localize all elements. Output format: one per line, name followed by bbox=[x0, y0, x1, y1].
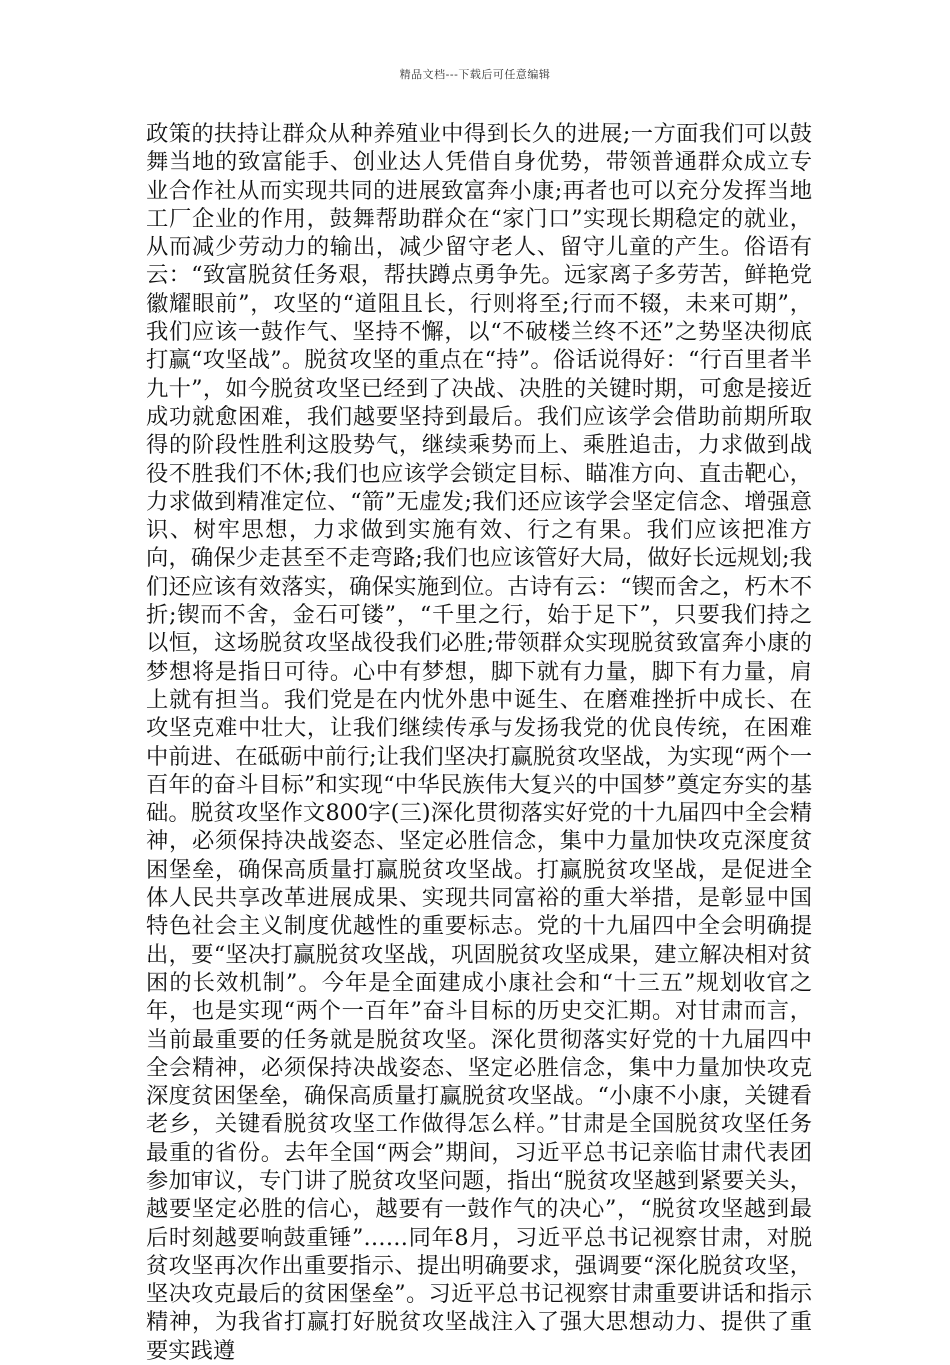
page-header: 精品文档---下载后可任意编辑 bbox=[399, 68, 551, 81]
body-paragraph: 政策的扶持让群众从种养殖业中得到长久的进展;一方面我们可以鼓舞当地的致富能手、创业达人凭借自身优势，带领普通群众成立专业合作社从而实现共同的进展致富奔小康;再者也可以充分发挥当地工厂企业的作用，鼓舞帮助群众在“家门口”实现长期稳定的就业，从而减少劳动力的输出，减少留守老人、留守儿童的产生。俗语有云：“致富脱贫任务艰，帮扶蹲点勇争先。远家离子多劳苦，鲜艳党徽耀眼前”，攻坚的“道阻且长，行则将至;行而不辍，未来可期”，我们应该一鼓作气、坚持不懈，以“不破楼兰终不还”之势坚决彻底打赢“攻坚战”。脱贫攻坚的重点在“持”。俗话说得好：“行百里者半九十”，如今脱贫攻坚已经到了决战、决胜的关键时期，可愈是接近成功就愈困难，我们越要坚持到最后。我们应该学会借助前期所取得的阶段性胜利这股势气，继续乘势而上、乘胜追击，力求做到战役不胜我们不休;我们也应该学会锁定目标、瞄准方向、直击靶心，力求做到精准定位、“箭”无虚发;我们还应该学会坚定信念、增强意识、树牢思想，力求做到实施有效、行之有果。我们应该把准方向，确保少走甚至不走弯路;我们也应该管好大局，做好长远规划;我们还应该有效落实，确保实施到位。古诗有云：“锲而舍之，朽木不折;锲而不舍，金石可镂”，“千里之行，始于足下”，只要我们持之以恒，这场脱贫攻坚战役我们必胜;带领群众实现脱贫致富奔小康的梦想将是指日可待。心中有梦想，脚下就有力量，脚下有力量，肩上就有担当。我们党是在内忧外患中诞生、在磨难挫折中成长、在攻坚克难中壮大，让我们继续传承与发扬我党的优良传统，在困难中前进、在砥砺中前行;让我们坚决打赢脱贫攻坚战，为实现“两个一百年的奋斗目标”和实现“中华民族伟大复兴的中国梦”奠定夯实的基础。脱贫攻坚作文800字(三)深化贯彻落实好党的十九届四中全会精神，必须保持决战姿态、坚定必胜信念，集中力量加快攻克深度贫困堡垒，确保高质量打赢脱贫攻坚战。打赢脱贫攻坚战，是促进全体人民共享改革进展成果、实现共同富裕的重大举措，是彰显中国特色社会主义制度优越性的重要标志。党的十九届四中全会明确提出，要“坚决打赢脱贫攻坚战，巩固脱贫攻坚成果，建立解决相对贫困的长效机制”。今年是全面建成小康社会和“十三五”规划收官之年，也是实现“两个一百年”奋斗目标的历史交汇期。对甘肃而言，当前最重要的任务就是脱贫攻坚。深化贯彻落实好党的十九届四中全会精神，必须保持决战姿态、坚定必胜信念，集中力量加快攻克深度贫困堡垒，确保高质量打赢脱贫攻坚战。“小康不小康，关键看老乡，关键看脱贫攻坚工作做得怎么样。”甘肃是全国脱贫攻坚任务最重的省份。去年全国“两会”期间，习近平总书记亲临甘肃代表团参加审议，专门讲了脱贫攻坚问题，指出“脱贫攻坚越到紧要关头，越要坚定必胜的信心，越要有一鼓作气的决心”，“脱贫攻坚越到最后时刻越要响鼓重锤”……同年8月，习近平总书记视察甘肃，对脱贫攻坚再次作出重要指示、提出明确要求，强调要“深化脱贫攻坚，坚决攻克最后的贫困堡垒”。习近平总书记视察甘肃重要讲话和指示精神，为我省打赢打好脱贫攻坚战注入了强大思想动力、提供了重要实践遵 bbox=[146, 121, 812, 1364]
